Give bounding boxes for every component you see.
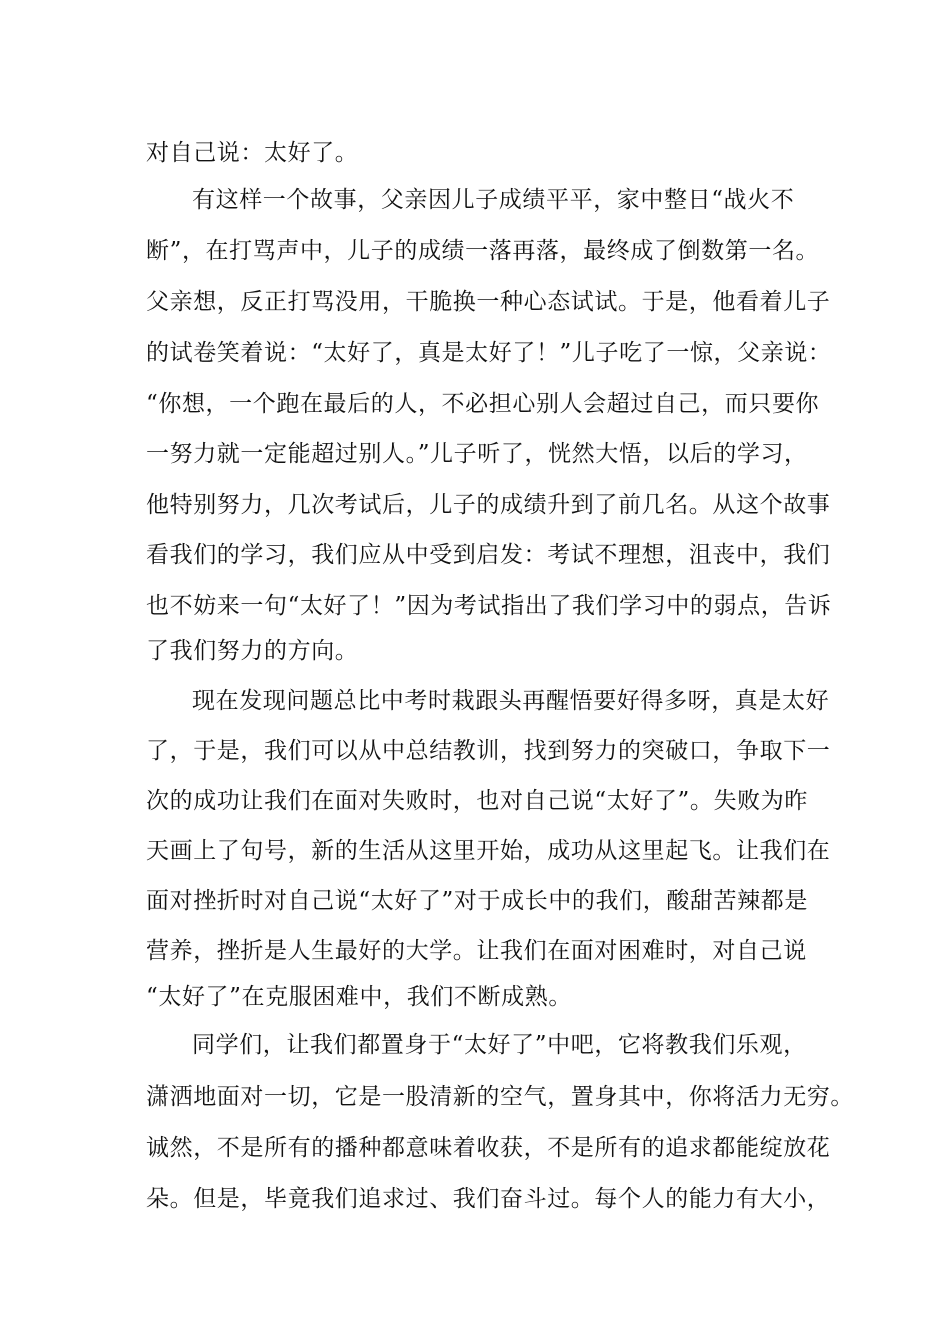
paragraph-first-line: 同学们，让我们都置身于“太好了”中吧，它将教我们乐观， bbox=[192, 1032, 807, 1058]
text-line: 的试卷笑着说：“太好了，真是太好了！”儿子吃了一惊，父亲说： bbox=[146, 340, 832, 366]
text-line: 一努力就一定能超过别人。”儿子听了，恍然大悟，以后的学习， bbox=[146, 441, 808, 467]
text-line: 也不妨来一句“太好了！”因为考试指出了我们学习中的弱点，告诉 bbox=[146, 593, 832, 619]
text-line: 潇洒地面对一切，它是一股清新的空气，置身其中，你将活力无穷。 bbox=[146, 1084, 854, 1110]
text-line: 了我们努力的方向。 bbox=[146, 638, 359, 664]
text-line: 了，于是，我们可以从中总结教训，找到努力的突破口，争取下一 bbox=[146, 738, 831, 764]
text-line: 面对挫折时对自己说“太好了”对于成长中的我们，酸甜苦辣都是 bbox=[146, 888, 808, 914]
text-line: 次的成功让我们在面对失败时，也对自己说“太好了”。失败为昨 bbox=[146, 788, 808, 814]
text-line: 对自己说：太好了。 bbox=[146, 140, 359, 166]
text-line: 朵。但是，毕竟我们追求过、我们奋斗过。每个人的能力有大小， bbox=[146, 1186, 831, 1212]
text-line: 他特别努力，几次考试后，儿子的成绩升到了前几名。从这个故事 bbox=[146, 492, 831, 518]
text-line: 诚然，不是所有的播种都意味着收获，不是所有的追求都能绽放花 bbox=[146, 1135, 831, 1161]
text-line: 断”，在打骂声中，儿子的成绩一落再落，最终成了倒数第一名。 bbox=[146, 238, 820, 264]
text-line: 父亲想，反正打骂没用，干脆换一种心态试试。于是，他看着儿子 bbox=[146, 289, 831, 315]
paragraph-first-line: 现在发现问题总比中考时栽跟头再醒悟要好得多呀，真是太好 bbox=[192, 688, 830, 714]
text-line: 看我们的学习，我们应从中受到启发：考试不理想，沮丧中，我们 bbox=[146, 542, 831, 568]
paragraph-first-line: 有这样一个故事，父亲因儿子成绩平平，家中整日“战火不 bbox=[192, 187, 795, 213]
text-line: “太好了”在克服困难中，我们不断成熟。 bbox=[146, 984, 572, 1010]
text-line: “你想，一个跑在最后的人，不必担心别人会超过自己，而只要你 bbox=[146, 391, 820, 417]
text-line: 营养，挫折是人生最好的大学。让我们在面对困难时，对自己说 bbox=[146, 938, 807, 964]
text-line: 天画上了句号，新的生活从这里开始，成功从这里起飞。让我们在 bbox=[146, 838, 831, 864]
